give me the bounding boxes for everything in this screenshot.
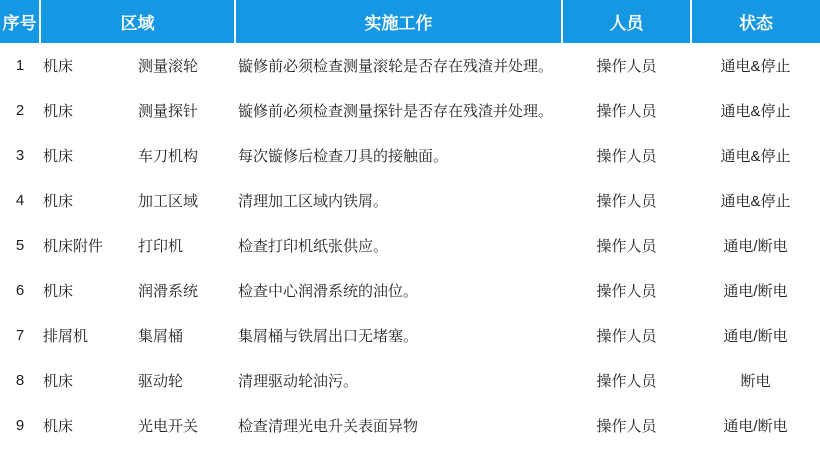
row-personnel: 操作人员 — [596, 283, 657, 300]
row-work: 集屑桶与铁屑出口无堵塞。 — [238, 328, 419, 345]
row-personnel: 操作人员 — [596, 418, 657, 435]
row-status: 通电&停止 — [720, 148, 791, 165]
row-area: 机床 — [43, 283, 74, 300]
row-area: 机床 — [43, 58, 74, 75]
row-status: 通电/断电 — [723, 328, 788, 345]
row-personnel: 操作人员 — [596, 328, 657, 345]
row-status: 断电 — [740, 373, 771, 390]
row-work: 检查中心润滑系统的油位。 — [238, 283, 419, 300]
table-row — [0, 358, 820, 403]
col-header-index: 序号 — [0, 0, 40, 43]
row-area: 机床 — [43, 373, 74, 390]
table-row — [0, 268, 820, 313]
row-area: 机床 — [43, 148, 74, 165]
table-row — [0, 178, 820, 223]
table-body — [0, 43, 820, 448]
row-component: 测量滚轮 — [138, 58, 199, 75]
row-work: 检查清理光电升关表面异物 — [238, 418, 419, 435]
row-work: 检查打印机纸张供应。 — [238, 238, 389, 255]
row-personnel: 操作人员 — [596, 373, 657, 390]
col-header-personnel: 人员 — [562, 0, 691, 43]
table-row — [0, 43, 820, 88]
row-area: 机床 — [43, 193, 74, 210]
table-row — [0, 313, 820, 358]
row-index: 2 — [15, 102, 25, 119]
row-work: 清理驱动轮油污。 — [238, 373, 359, 390]
row-index: 6 — [15, 282, 25, 299]
row-area: 机床 — [43, 103, 74, 120]
row-index: 9 — [15, 417, 25, 434]
row-personnel: 操作人员 — [596, 148, 657, 165]
row-index: 7 — [15, 327, 25, 344]
row-work: 镟修前必须检查测量探针是否存在残渣并处理。 — [238, 103, 554, 120]
row-component: 集屑桶 — [138, 328, 184, 345]
row-status: 通电&停止 — [720, 193, 791, 210]
row-work: 清理加工区域内铁屑。 — [238, 193, 389, 210]
row-status: 通电/断电 — [723, 283, 788, 300]
row-area: 机床附件 — [43, 238, 104, 255]
row-index: 1 — [15, 57, 25, 74]
row-component: 驱动轮 — [138, 373, 184, 390]
row-status: 通电&停止 — [720, 58, 791, 75]
row-area: 排屑机 — [43, 328, 89, 345]
col-header-status: 状态 — [691, 0, 820, 43]
table-row — [0, 403, 820, 448]
row-component: 打印机 — [138, 238, 184, 255]
row-personnel: 操作人员 — [596, 238, 657, 255]
row-status: 通电/断电 — [723, 238, 788, 255]
table-row — [0, 88, 820, 133]
row-component: 润滑系统 — [138, 283, 199, 300]
row-personnel: 操作人员 — [596, 103, 657, 120]
row-personnel: 操作人员 — [596, 58, 657, 75]
col-header-area: 区域 — [40, 0, 235, 43]
row-component: 加工区域 — [138, 193, 199, 210]
col-header-work: 实施工作 — [235, 0, 562, 43]
row-index: 8 — [15, 372, 25, 389]
row-index: 4 — [15, 192, 25, 209]
row-component: 测量探针 — [138, 103, 199, 120]
row-status: 通电&停止 — [720, 103, 791, 120]
row-index: 5 — [15, 237, 25, 254]
table-row — [0, 223, 820, 268]
row-component: 车刀机构 — [138, 148, 199, 165]
header-row — [0, 0, 820, 43]
row-component: 光电开关 — [138, 418, 199, 435]
row-status: 通电/断电 — [723, 418, 788, 435]
row-personnel: 操作人员 — [596, 193, 657, 210]
row-work: 镟修前必须检查测量滚轮是否存在残渣并处理。 — [238, 58, 554, 75]
table-row — [0, 133, 820, 178]
row-area: 机床 — [43, 418, 74, 435]
row-work: 每次镟修后检查刀具的接触面。 — [238, 148, 449, 165]
row-index: 3 — [15, 147, 25, 164]
